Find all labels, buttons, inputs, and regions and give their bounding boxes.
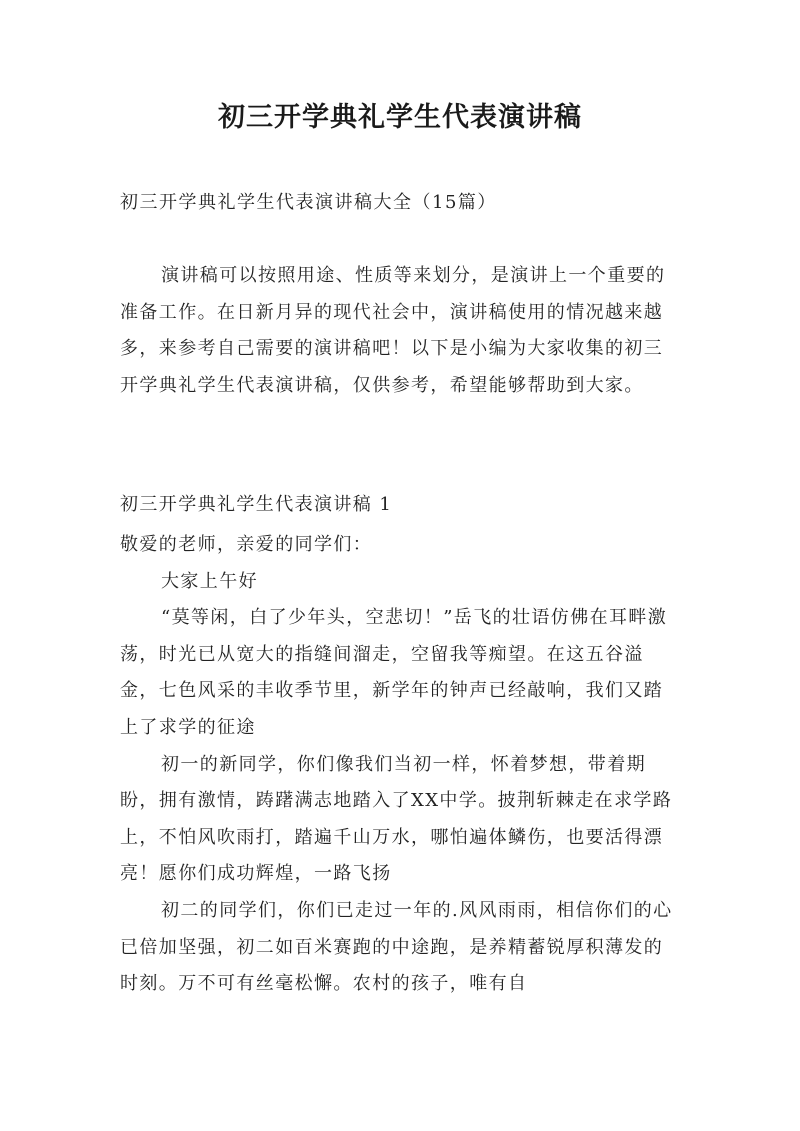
body-paragraph: “莫等闲，白了少年头，空悲切！”岳飞的壮语仿佛在耳畔激荡，时光已从宽大的指缝间溜走，空留我等痴望。在这五谷溢金，七色风采的丰收季节里，新学年的钟声已经敲响，我们又踏上了求学的征途 xyxy=(120,607,668,738)
greeting: 大家上午好 xyxy=(161,570,258,592)
section-heading: 初三开学典礼学生代表演讲稿 1 xyxy=(120,494,393,515)
body-paragraph: 初一的新同学，你们像我们当初一样，怀着梦想，带着期盼，拥有激情，踌躇满志地踏入了XX中学。披荆斩棘走在求学路上，不怕风吹雨打，踏遍千山万水，哪怕遍体鳞伤，也要活得漂亮！愿你们成功辉煌，一路飞扬 xyxy=(120,753,673,885)
document-subtitle: 初三开学典礼学生代表演讲稿大全（15篇） xyxy=(120,192,497,213)
body-paragraph: 初二的同学们，你们已走过一年的.风风雨雨，相信你们的心已倍加坚强，初二如百米赛跑的中途跑，是养精蓄锐厚积薄发的时刻。万不可有丝毫松懈。农村的孩子，唯有自 xyxy=(120,899,673,995)
salutation: 敬爱的老师，亲爱的同学们： xyxy=(120,534,373,555)
speech-body xyxy=(120,527,682,1003)
document-title: 初三开学典礼学生代表演讲稿 xyxy=(218,102,582,133)
intro-paragraph: 演讲稿可以按照用途、性质等来划分，是演讲上一个重要的准备工作。在日新月异的现代社会中，演讲稿使用的情况越来越多，来参考自己需要的演讲稿吧！以下是小编为大家收集的初三开学典礼学生代表演讲稿，仅供参考，希望能够帮助到大家。 xyxy=(120,265,666,396)
